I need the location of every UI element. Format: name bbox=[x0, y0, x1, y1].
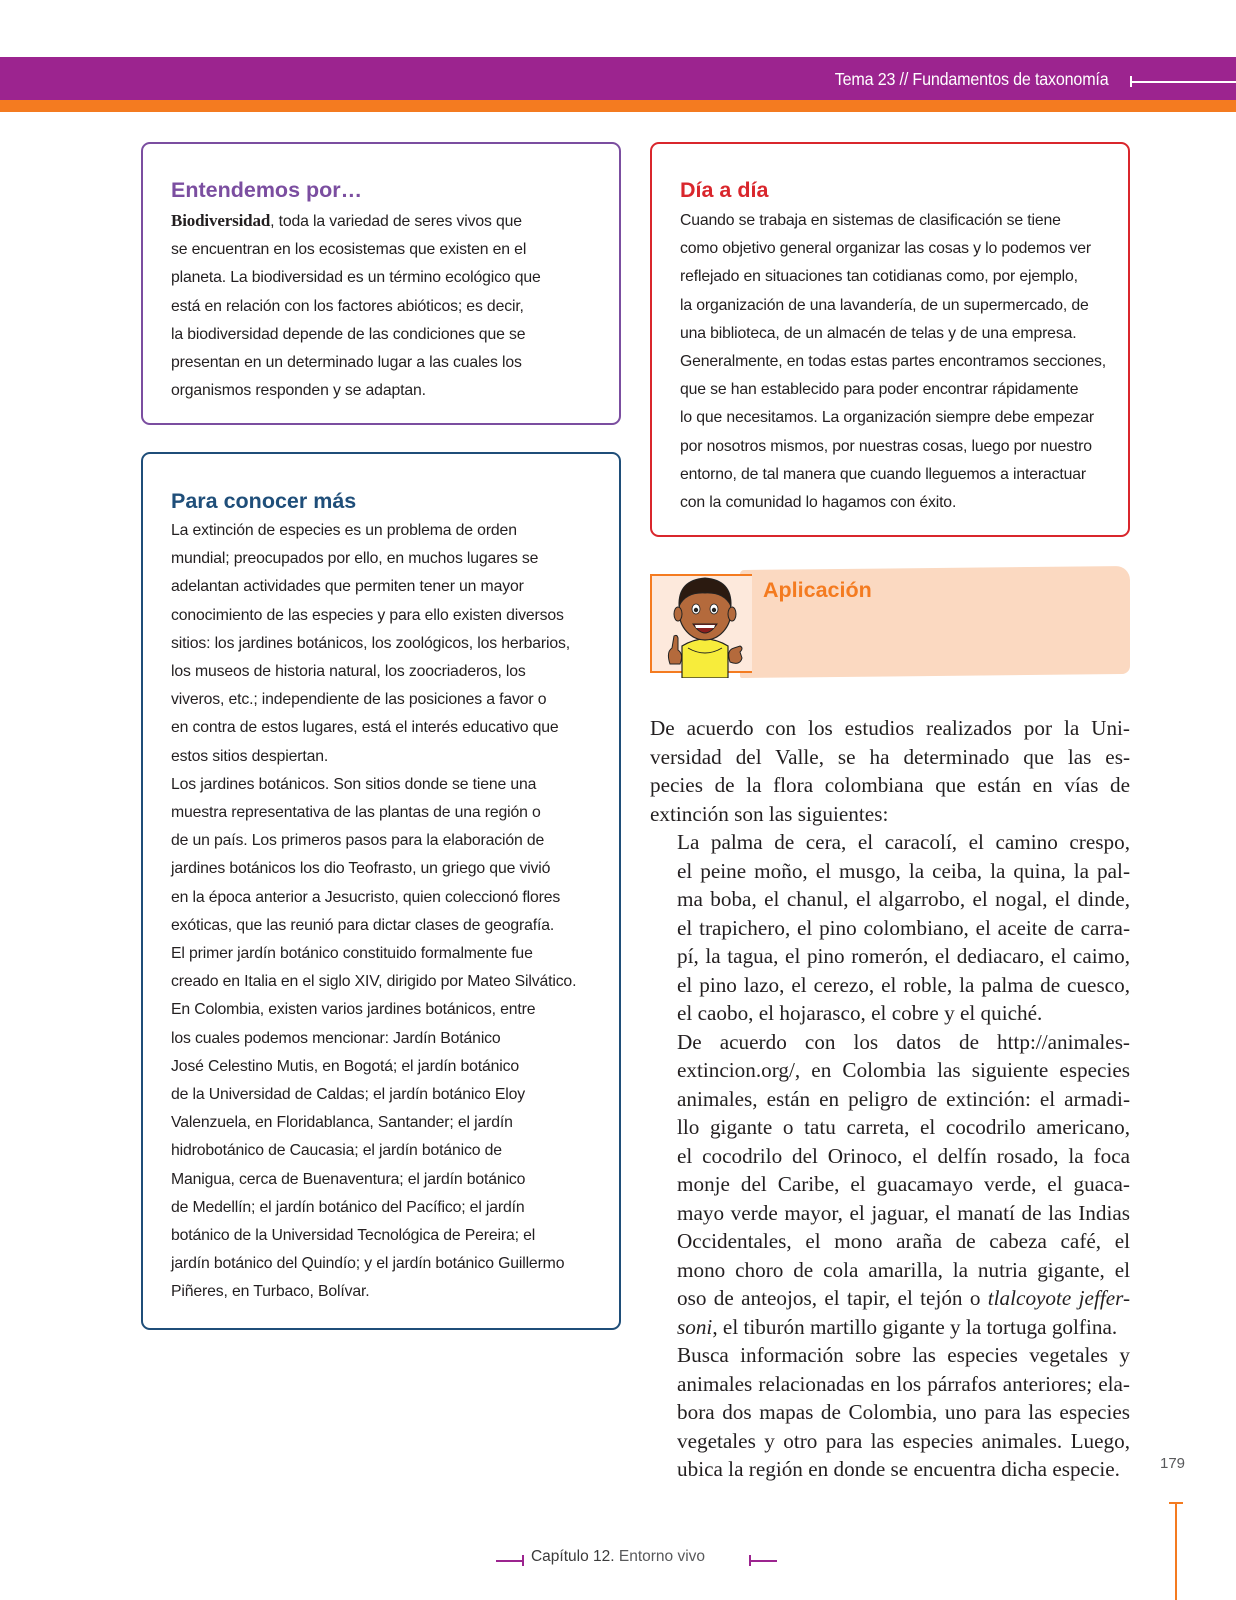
text-line: en la época anterior a Jesucristo, quien coleccionó flores bbox=[171, 888, 561, 906]
footer bbox=[0, 1548, 1236, 1566]
text-line: el cocodrilo del Orinoco, el delfín rosado, la foca bbox=[677, 1143, 1130, 1168]
text-line: pecies de la flora colombiana que están en vías de bbox=[650, 773, 1130, 797]
text-line: creado en Italia en el siglo XIV, dirigido por Mateo Silvático. bbox=[171, 973, 577, 991]
text-line: los museos de historia natural, los zoocriaderos, los bbox=[171, 663, 526, 681]
text-line: planeta. La biodiversidad es un término ecológico que bbox=[171, 269, 541, 287]
text-line: el pino lazo, el cerezo, el roble, la palma de cuesco, bbox=[677, 972, 1130, 997]
header-accent-stripe bbox=[0, 100, 1236, 112]
text-line: adelantan actividades que permiten tener un mayor bbox=[171, 578, 524, 596]
text-line: mono choro de cola amarilla, la nutria gigante, el bbox=[677, 1257, 1130, 1282]
text-line: estos sitios despiertan. bbox=[171, 747, 329, 765]
text-line: reflejado en situaciones tan cotidianas como, por ejemplo, bbox=[680, 268, 1078, 286]
text-line: exóticas, que las reunió para dictar clases de geografía. bbox=[171, 916, 555, 934]
text-line: entorno, de tal manera que cuando lleguemos a interactuar bbox=[680, 465, 1086, 483]
text-line: En Colombia, existen varios jardines botánicos, entre bbox=[171, 1001, 536, 1019]
paragraph-activity bbox=[650, 1341, 1130, 1484]
application-title: Aplicación bbox=[763, 578, 872, 602]
text-line: Piñeres, en Turbaco, Bolívar. bbox=[171, 1283, 370, 1301]
text-line: versidad del Valle, se ha determinado que las es- bbox=[650, 744, 1130, 769]
text-line: De acuerdo con los datos de http://animales- bbox=[677, 1029, 1130, 1054]
definition-term: Biodiversidad bbox=[171, 211, 271, 230]
text-line: la biodiversidad depende de las condiciones que se bbox=[171, 325, 526, 343]
text-line: Occidentales, el mono araña de cabeza café, el bbox=[677, 1229, 1130, 1253]
text-line: está en relación con los factores abióticos; es decir, bbox=[171, 297, 524, 315]
text-line: bora dos mapas de Colombia, uno para las especies bbox=[677, 1400, 1130, 1424]
page-number: 179 bbox=[1160, 1455, 1186, 1472]
text-line: la organización de una lavandería, de un supermercado, de bbox=[680, 296, 1089, 314]
text-line: animales relacionadas en los párrafos anteriores; ela- bbox=[677, 1371, 1130, 1396]
paragraph-flora-intro bbox=[650, 714, 1130, 828]
text-line: Cuando se trabaja en sistemas de clasificación se tiene bbox=[680, 212, 1061, 229]
learn-more-box bbox=[141, 452, 621, 1330]
text-line: de Medellín; el jardín botánico del Pacífico; el jardín bbox=[171, 1198, 525, 1216]
child-character-icon bbox=[660, 566, 750, 678]
species-scientific-name: tlalcoyote jeffer- bbox=[987, 1286, 1130, 1310]
text-line: por nosotros mismos, por nuestras cosas, luego por nuestro bbox=[680, 437, 1092, 455]
text-line: conocimiento de las especies y para ello existen diversos bbox=[171, 606, 564, 624]
species-scientific-name: soni bbox=[677, 1314, 713, 1339]
text-line: oso de anteojos, el tapir, el tejón o tlalcoyote jeffer- bbox=[677, 1286, 1130, 1310]
definition-heading: Entendemos por… bbox=[171, 178, 363, 202]
text-line: organismos responden y se adaptan. bbox=[171, 382, 426, 400]
header-tick bbox=[1130, 76, 1132, 87]
text-line: en contra de estos lugares, está el interés educativo que bbox=[171, 719, 559, 737]
footer-title: Entorno vivo bbox=[614, 1548, 706, 1565]
text-line: sitios: los jardines botánicos, los zoológicos, los herbarios, bbox=[171, 634, 570, 652]
application-banner bbox=[650, 566, 1130, 678]
definition-box bbox=[141, 142, 621, 425]
text-line: llo gigante o tatu carreta, el cocodrilo americano, bbox=[677, 1115, 1130, 1139]
footer-tick-right bbox=[749, 1555, 751, 1566]
paragraph-fauna-list bbox=[650, 1028, 1130, 1342]
learn-more-heading: Para conocer más bbox=[171, 489, 357, 513]
text-line: muestra representativa de las plantas de una región o bbox=[171, 804, 541, 822]
text-line: el peine moño, el musgo, la ceiba, la quina, la pal- bbox=[677, 858, 1130, 883]
text-line: jardines botánicos los dio Teofrasto, un griego que vivió bbox=[171, 860, 551, 878]
text-line: de un país. Los primeros pasos para la elaboración de bbox=[171, 832, 545, 850]
text-line: ma boba, el chanul, el algarrobo, el nogal, el dinde, bbox=[677, 887, 1130, 911]
text-line: hidrobotánico de Caucasia; el jardín botánico de bbox=[171, 1142, 502, 1160]
text-line: pí, la tagua, el pino romerón, el dediacaro, el caimo, bbox=[677, 944, 1130, 968]
text-line: La palma de cera, el caracolí, el camino crespo, bbox=[677, 830, 1130, 854]
text-line: La extinción de especies es un problema de orden bbox=[171, 522, 517, 539]
text-line: José Celestino Mutis, en Bogotá; el jardín botánico bbox=[171, 1057, 519, 1075]
header-rule bbox=[1130, 81, 1236, 83]
topic-title: Tema 23 // Fundamentos de taxonomía bbox=[834, 69, 1108, 89]
text-line: extinción son las siguientes: bbox=[650, 801, 889, 826]
day-to-day-box bbox=[650, 142, 1130, 537]
text-line: viveros, etc.; independiente de las posiciones a favor o bbox=[171, 691, 547, 709]
margin-rule-tick bbox=[1169, 1502, 1183, 1504]
learn-more-body bbox=[171, 517, 605, 1307]
text-line: vegetales y otro para las especies animales. Luego, bbox=[677, 1428, 1130, 1453]
main-text bbox=[650, 714, 1130, 1484]
text-line: El primer jardín botánico constituido formalmente fue bbox=[171, 945, 533, 963]
text-line: botánico de la Universidad Tecnológica de Pereira; el bbox=[171, 1227, 536, 1245]
text-line: mundial; preocupados por ello, en muchos lugares se bbox=[171, 550, 539, 568]
text-line: mayo verde mayor, el jaguar, el manatí de las Indias bbox=[677, 1200, 1130, 1225]
definition-body: Biodiversidad, toda la variedad de seres vivos que se encuentran en los ecosistemas que existen en el planeta. La biodiversidad es un término ecológico que está en relación con los factores abióticos; es decir, la biodiversidad depende de las condiciones que se presentan en un determinado lugar a las cuales los organismos responden y se adaptan. bbox=[171, 207, 605, 405]
day-to-day-heading: Día a día bbox=[680, 178, 769, 202]
text-line: monje del Caribe, el guacamayo verde, el guaca- bbox=[677, 1172, 1130, 1196]
text-line: Manigua, cerca de Buenaventura; el jardín botánico bbox=[171, 1170, 526, 1188]
text-line: el caobo, el hojarasco, el cobre y el quiché. bbox=[677, 1001, 1043, 1025]
text-line: ubica la región en donde se encuentra dicha especie. bbox=[677, 1457, 1120, 1481]
text-line: Valenzuela, en Floridablanca, Santander; el jardín bbox=[171, 1114, 513, 1132]
footer-rule-right bbox=[749, 1560, 777, 1562]
text-line: jardín botánico del Quindío; y el jardín botánico Guillermo bbox=[171, 1255, 565, 1273]
text-line: soni, el tiburón martillo gigante y la tortuga golfina. bbox=[677, 1314, 1118, 1339]
text-line: que se han establecido para poder encontrar rápidamente bbox=[680, 381, 1079, 399]
paragraph-flora-list bbox=[650, 828, 1130, 1028]
text-line: De acuerdo con los estudios realizados por la Uni- bbox=[650, 716, 1130, 740]
day-to-day-body bbox=[680, 207, 1114, 517]
text-line: lo que necesitamos. La organización siempre debe empezar bbox=[680, 409, 1094, 427]
text-line: con la comunidad lo hagamos con éxito. bbox=[680, 494, 957, 512]
text-line: los cuales podemos mencionar: Jardín Botánico bbox=[171, 1029, 501, 1047]
text-line: Generalmente, en todas estas partes encontramos secciones, bbox=[680, 353, 1106, 371]
text-line: de la Universidad de Caldas; el jardín botánico Eloy bbox=[171, 1086, 525, 1104]
text-line: extincion.org/, en Colombia las siguiente especies bbox=[677, 1058, 1130, 1082]
text-line: Busca información sobre las especies vegetales y bbox=[677, 1343, 1130, 1367]
text-line: Los jardines botánicos. Son sitios donde se tiene una bbox=[171, 775, 537, 793]
text-line: presentan en un determinado lugar a las cuales los bbox=[171, 354, 522, 372]
text-line: se encuentran en los ecosistemas que existen en el bbox=[171, 241, 527, 259]
text-line: una biblioteca, de un almacén de telas y de una empresa. bbox=[680, 324, 1077, 342]
text-line: como objetivo general organizar las cosas y lo podemos ver bbox=[680, 240, 1092, 258]
text-line: el trapichero, el pino colombiano, el aceite de carra- bbox=[677, 915, 1130, 940]
footer-chapter: Capítulo 12. bbox=[530, 1548, 615, 1565]
text-line: animales, están en peligro de extinción: el armadi- bbox=[677, 1086, 1130, 1111]
